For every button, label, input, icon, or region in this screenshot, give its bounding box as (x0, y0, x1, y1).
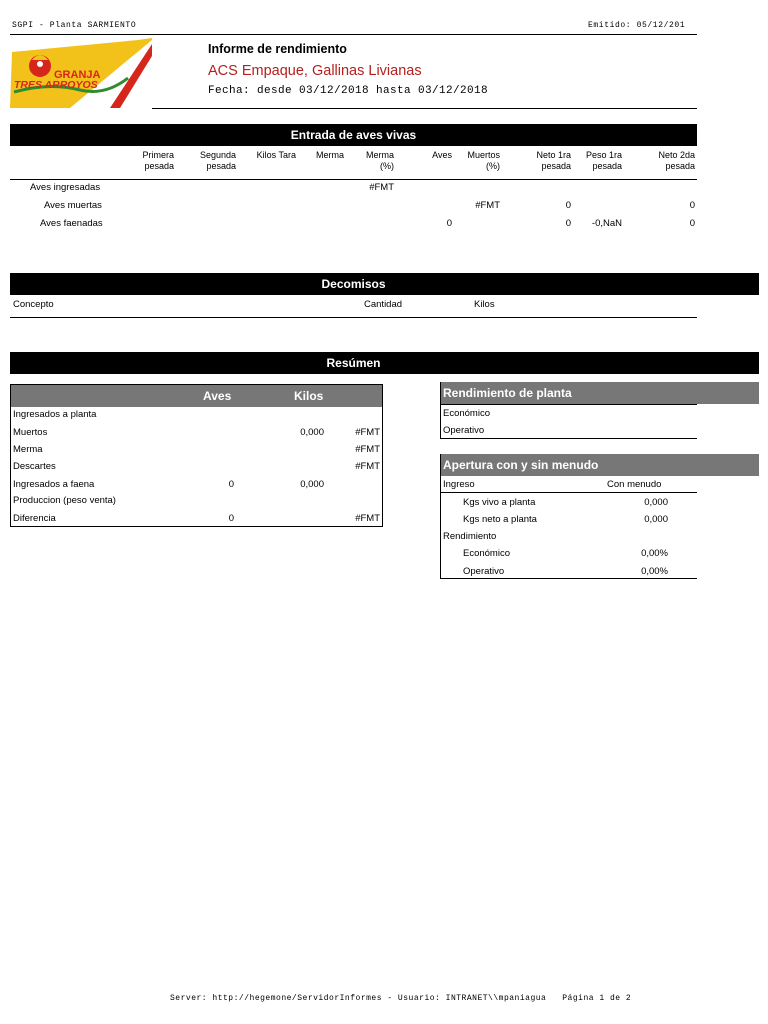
apertura-row-value: 0,000 (644, 514, 668, 525)
resumen-row-kilos: 0,000 (300, 479, 324, 490)
resumen-row-label: Descartes (13, 461, 56, 472)
row-aves: 0 (446, 218, 452, 229)
row-muertos-pct: #FMT (475, 200, 500, 211)
resumen-row-extra: #FMT (355, 461, 380, 472)
resumen-row-label: Ingresados a planta (13, 409, 97, 420)
rendimiento-header: Rendimiento de planta (440, 382, 759, 404)
report-subtitle: ACS Empaque, Gallinas Livianas (208, 63, 422, 79)
resumen-row-aves: 0 (228, 479, 234, 490)
page-footer: Server: http://hegemone/ServidorInformes - Usuario: INTRANET\\mpaniagua Página 1 de 2 (170, 994, 632, 1003)
apertura-left-line (440, 454, 441, 579)
row-merma-pct: #FMT (369, 182, 394, 193)
apertura-row-value: 0,000 (644, 497, 668, 508)
decomisos-divider (10, 317, 697, 318)
apertura-row-label: Económico (463, 548, 510, 559)
col-kilos-tara: Kilos Tara (256, 150, 296, 160)
col-primera-pesada: Primera pesada (142, 150, 174, 171)
apertura-col-con-menudo: Con menudo (607, 479, 662, 490)
decomisos-col-concepto: Concepto (13, 299, 54, 310)
col-segunda-pesada: Segunda pesada (199, 150, 236, 171)
resumen-row-label: Ingresados a faena (13, 479, 95, 490)
decomisos-col-cantidad: Cantidad (364, 299, 403, 310)
apertura-row-label: Operativo (463, 566, 505, 577)
resumen-table-header (11, 385, 382, 407)
resumen-head-kilos: Kilos (294, 389, 324, 403)
apertura-header: Apertura con y sin menudo (440, 454, 759, 476)
apertura-rendimiento-label: Rendimiento (443, 531, 497, 542)
logo-line2: TRES ARROYOS (14, 79, 98, 91)
logo-graphic (10, 38, 152, 108)
top-divider (10, 34, 697, 35)
col-aves: Aves (432, 150, 452, 160)
resumen-section-header: Resúmen (10, 352, 759, 374)
rendimiento-row-operativo: Operativo (443, 425, 485, 436)
apertura-row-label: Kgs neto a planta (463, 514, 537, 525)
row-neto1: 0 (565, 218, 571, 229)
resumen-row-label: Diferencia (13, 513, 56, 524)
resumen-row-extra: #FMT (355, 427, 380, 438)
resumen-row-label: Produccion (peso venta) (13, 495, 116, 506)
rendimiento-row-economico: Económico (443, 408, 490, 419)
row-neto1: 0 (565, 200, 571, 211)
report-date-range: Fecha: desde 03/12/2018 hasta 03/12/2018 (208, 85, 489, 97)
resumen-row-kilos: 0,000 (300, 427, 324, 438)
row-neto2: 0 (689, 218, 695, 229)
row-peso1: -0,NaN (591, 218, 622, 229)
col-merma: Merma (315, 150, 344, 160)
rendimiento-bottom-line (440, 438, 697, 439)
col-neto-2da: Neto 2da pesada (658, 150, 695, 171)
apertura-row-value: 0,00% (641, 566, 668, 577)
col-neto-1ra: Neto 1ra pesada (536, 150, 571, 171)
resumen-row-label: Merma (13, 444, 43, 455)
resumen-row-extra: #FMT (355, 513, 380, 524)
decomisos-col-kilos: Kilos (474, 299, 495, 310)
resumen-row-aves: 0 (228, 513, 234, 524)
issue-date: Emitido: 05/12/201 (588, 21, 686, 30)
apertura-row-value: 0,00% (641, 548, 668, 559)
apertura-row-label: Kgs vivo a planta (463, 497, 536, 508)
resumen-row-extra: #FMT (355, 444, 380, 455)
row-label: Aves muertas (44, 200, 102, 211)
apertura-bottom-line (440, 578, 697, 579)
apertura-ingreso-label: Ingreso (443, 479, 475, 490)
company-logo (10, 38, 152, 108)
decomisos-section-header: Decomisos (10, 273, 759, 295)
header-divider (152, 108, 697, 109)
logo-line1: GRANJA (54, 69, 101, 81)
entrada-head-divider (10, 179, 697, 180)
col-muertos-pct: Muertos (%) (467, 150, 500, 171)
row-label: Aves ingresadas (30, 182, 101, 193)
report-title: Informe de rendimiento (208, 42, 347, 56)
col-merma-pct: Merma (%) (365, 150, 394, 171)
plant-name: SGPI - Planta SARMIENTO (12, 21, 137, 30)
row-label: Aves faenadas (40, 218, 103, 229)
resumen-row-label: Muertos (13, 427, 48, 438)
row-neto2: 0 (689, 200, 695, 211)
entrada-section-header: Entrada de aves vivas (10, 124, 697, 146)
rendimiento-left-line (440, 382, 441, 439)
resumen-head-aves: Aves (203, 389, 232, 403)
apertura-head-line (440, 492, 697, 493)
col-peso-1ra: Peso 1ra pesada (585, 150, 622, 171)
rendimiento-top-line (440, 404, 697, 405)
